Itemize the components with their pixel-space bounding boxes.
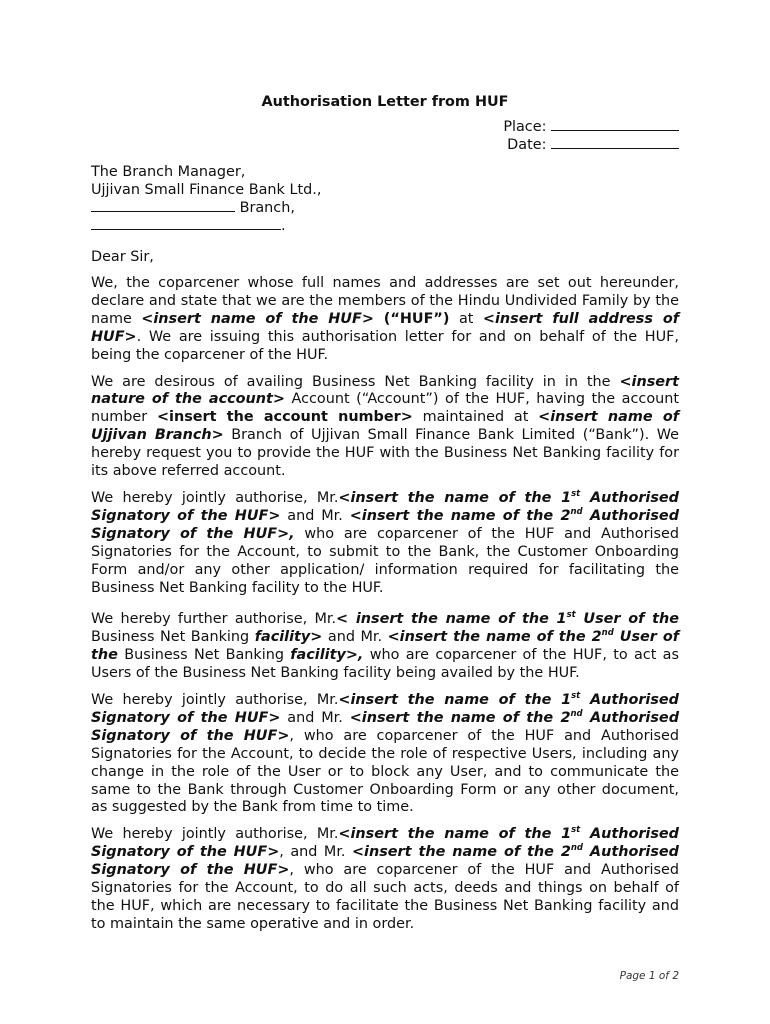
document-page (91, 94, 679, 943)
p1-text-1: We, the coparcener whose full names and addresses are set out hereunder, declare and state that we are the members of the Hindu Undivided Family by the name (91, 275, 679, 327)
p2-text-2: Account (“Account”) of the HUF, having the account number (91, 391, 680, 426)
addressee-line-4 (91, 217, 679, 235)
p1-huf-name-placeholder: <insert name of the HUF> (141, 310, 374, 327)
branch-label: Branch, (239, 200, 295, 216)
addressee-line-2: Ujjivan Small Finance Bank Ltd., (91, 182, 322, 198)
city-blank (91, 217, 281, 230)
addressee-line-3 (91, 199, 679, 217)
salutation: Dear Sir, (91, 249, 154, 265)
p4-text-5: who are coparcener of the HUF, to act as Users of the Business Net Banking facility being availed by the HUF. (91, 647, 679, 682)
p1-text-2: at (449, 310, 483, 327)
p3-signatory-1-placeholder: <insert the name of the 1st Authorised Signatory of the HUF> (91, 489, 679, 524)
p4-text-2: Business Net Banking (91, 629, 255, 646)
p3-text-2: and Mr. (280, 507, 350, 524)
p5-signatory-1-placeholder: <insert the name of the 1st Authorised Signatory of the HUF> (91, 691, 679, 726)
p4-text-1: We hereby further authorise, Mr. (91, 611, 337, 628)
paragraph-1 (91, 275, 679, 365)
p6-text-3: , who are coparcener of the HUF and Authorised Signatories for the Account, to do all such acts, deeds and things on behalf of the HUF, which are necessary to facilitate the Business Net Banking facility and to maintain the same operative and in order. (91, 862, 679, 932)
date-blank (551, 136, 679, 149)
p3-text-1: We hereby jointly authorise, Mr. (91, 489, 339, 506)
p2-branch-placeholder: <insert name of Ujjivan Branch> (91, 409, 679, 444)
p1-huf-defined: (“HUF”) (373, 310, 450, 327)
p5-text-3: , who are coparcener of the HUF and Authorised Signatories for the Account, to decide the role of respective Users, including any change in the role of the User or to block any User, and to communicate the same to the Bank through Customer Onboarding Form or any other document, as suggested by the Bank from time to time. (91, 727, 679, 816)
p5-signatory-2-placeholder: <insert the name of the 2nd Authorised Signatory of the HUF> (91, 709, 679, 744)
paragraph-5 (91, 692, 679, 817)
paragraph-3 (91, 490, 679, 597)
place-line (91, 118, 679, 136)
place-date-block (91, 118, 679, 154)
addressee-block (91, 163, 679, 235)
city-terminator: . (281, 218, 286, 234)
p6-text-2: , and Mr. (279, 844, 352, 861)
p2-text-3: maintained at (412, 409, 539, 426)
p4-text-4: Business Net Banking (117, 647, 291, 664)
p2-text-4: Branch of Ujjivan Small Finance Bank Limited (“Bank”). We hereby request you to provide the HUF with the Business Net Banking facility for its above referred account. (91, 427, 679, 480)
p1-address-placeholder: <insert full address of HUF> (91, 310, 680, 345)
paragraph-4 (91, 611, 679, 683)
p3-text-3: who are coparcener of the HUF and Authorised Signatories for the Account, to submit to the Bank, the Customer Onboarding Form and/or any other application/ information required for facilitating the Business Net Banking facility to the HUF. (91, 525, 679, 596)
p4-user-2-placeholder-b: facility>, (290, 647, 364, 664)
branch-blank (91, 199, 235, 212)
date-label: Date: (507, 137, 547, 153)
p4-user-1-placeholder-b: facility> (254, 629, 323, 646)
date-line (91, 136, 679, 154)
paragraph-6 (91, 826, 679, 933)
p3-signatory-2-placeholder: <insert the name of the 2nd Authorised Signatory of the HUF>, (91, 507, 679, 542)
p1-text-3: . We are issuing this authorisation letter for and on behalf of the HUF, being the coparcener of the HUF. (91, 328, 679, 363)
addressee-line-1: The Branch Manager, (91, 164, 246, 180)
document-title: Authorisation Letter from HUF (261, 94, 509, 110)
p2-text-1: We are desirous of availing Business Net Banking facility in in the (91, 373, 620, 390)
p6-text-1: We hereby jointly authorise, Mr. (91, 826, 339, 843)
p2-account-nature-placeholder: <insert nature of the account> (91, 373, 679, 408)
page-number: Page 1 of 2 (619, 970, 679, 982)
place-label: Place: (503, 119, 547, 135)
p6-signatory-2-placeholder: <insert the name of the 2nd Authorised Signatory of the HUF> (91, 843, 679, 879)
p4-user-1-placeholder-a: < insert the name of the 1st User of the (336, 610, 679, 628)
p4-text-3: and Mr. (322, 629, 388, 646)
p5-text-2: and Mr. (280, 709, 350, 726)
p2-account-number-placeholder: <insert the account number> (156, 409, 413, 426)
paragraph-2 (91, 374, 679, 481)
p4-user-2-placeholder-a: <insert the name of the 2nd User of the (91, 628, 679, 664)
p6-signatory-1-placeholder: <insert the name of the 1st Authorised Signatory of the HUF> (91, 825, 679, 861)
place-blank (551, 118, 679, 131)
p5-text-1: We hereby jointly authorise, Mr. (91, 692, 339, 709)
